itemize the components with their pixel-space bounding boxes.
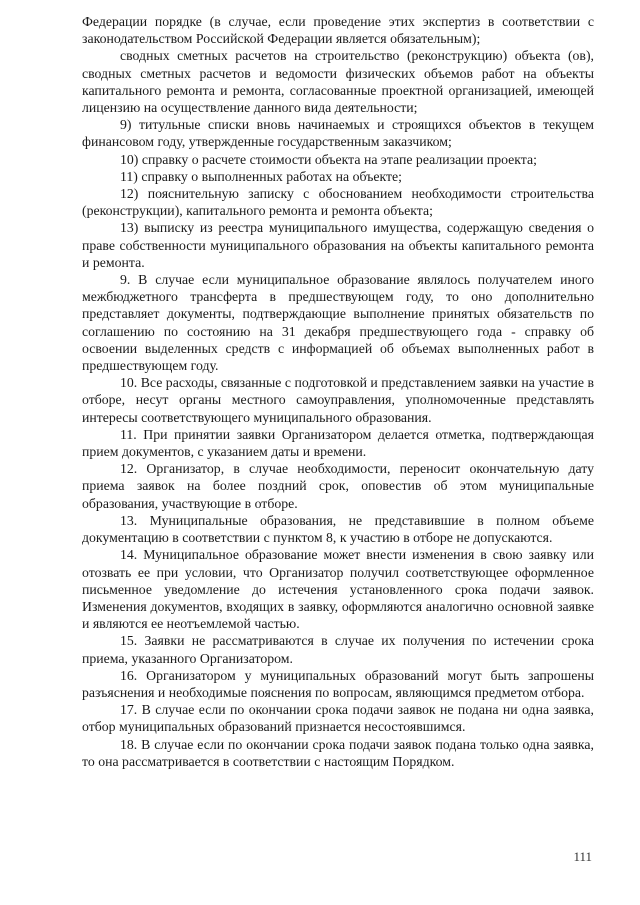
paragraph-clause-13: 13. Муниципальные образования, не представившие в полном объеме документацию в соответствии с пунктом 8, к участию в отборе не допускаются. bbox=[82, 512, 594, 546]
paragraph-item-12: 12) пояснительную записку с обоснованием необходимости строительства (реконструкции), капитального ремонта и ремонта объекта; bbox=[82, 186, 594, 219]
paragraph-clause-17: 17. В случае если по окончании срока подачи заявок не подана ни одна заявка, отбор муниципальных образований признается несостоявшимся. bbox=[82, 702, 594, 735]
paragraph-clause-11: 11. При принятии заявки Организатором делается отметка, подтверждающая прием документов, с указанием даты и времени. bbox=[82, 426, 594, 460]
paragraph-clause-15: 15. Заявки не рассматриваются в случае их получения по истечении срока приема, указанного Организатором. bbox=[82, 633, 594, 666]
paragraph-estimates: сводных сметных расчетов на строительство (реконструкцию) объекта (ов), сводных сметных расчетов и ведомости физических объемов работ на объекты капитального ремонта и ремонта, согласованные проектной организацией, имеющей лицензию на осуществление данного вида деятельности; bbox=[82, 48, 594, 116]
paragraph-item-11: 11) справку о выполненных работах на объекте; bbox=[120, 168, 402, 184]
page-number: 111 bbox=[573, 849, 592, 864]
paragraph-clause-18: 18. В случае если по окончании срока подачи заявок подана только одна заявка, то она рассматривается в соответствии с настоящим Порядком. bbox=[82, 736, 594, 769]
paragraph-continuation: Федерации порядке (в случае, если проведение этих экспертиз в соответствии с законодательством Российской Федерации является обязательным); bbox=[82, 14, 594, 47]
document-body bbox=[82, 13, 594, 770]
paragraph-item-13: 13) выписку из реестра муниципального имущества, содержащую сведения о праве собственности муниципального образования на объекты капитального ремонта и ремонта. bbox=[82, 220, 594, 270]
paragraph-clause-16: 16. Организатором у муниципальных образований могут быть запрошены разъяснения и необходимые пояснения по вопросам, являющимся предметом отбора. bbox=[82, 667, 594, 700]
paragraph-clause-12: 12. Организатор, в случае необходимости, переносит окончательную дату приема заявок на более поздний срок, оповестив об этом муниципальные образования, участвующие в отборе. bbox=[82, 461, 594, 511]
paragraph-clause-9: 9. В случае если муниципальное образование являлось получателем иного межбюджетного трансферта в предшествующем году, то оно дополнительно представляет документы, подтверждающие выполнение принятых обязательств по соглашению по состоянию на 31 декабря предшествующего года - справку об освоении выделенных средств с информацией об объемах выполненных работ в предшествующем году. bbox=[82, 272, 594, 374]
paragraph-clause-10: 10. Все расходы, связанные с подготовкой и представлением заявки на участие в отборе, несут органы местного самоуправления, уполномоченные представлять интересы соответствующего муниципального образования. bbox=[82, 375, 594, 425]
paragraph-item-9: 9) титульные списки вновь начинаемых и строящихся объектов в текущем финансовом году, утвержденные государственным заказчиком; bbox=[82, 117, 594, 150]
paragraph-item-10: 10) справку о расчете стоимости объекта на этапе реализации проекта; bbox=[120, 151, 537, 167]
paragraph-clause-14: 14. Муниципальное образование может внести изменения в свою заявку или отозвать ее при условии, что Организатор получил соответствующее оформленное письменное уведомление до истечения установленного срока подачи заявок. Изменения документов, входящих в заявку, оформляются аналогично основной заявке и являются ее неотъемлемой частью. bbox=[82, 547, 594, 632]
